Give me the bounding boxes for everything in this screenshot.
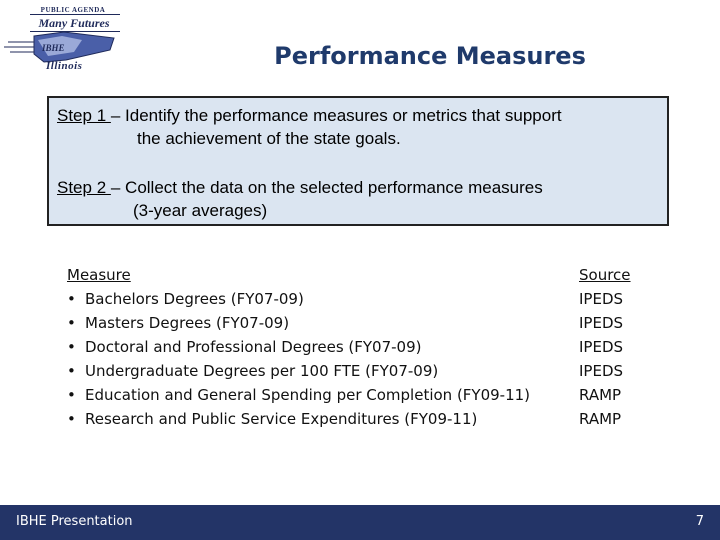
measure-source: IPEDS	[579, 290, 624, 308]
bullet-icon: •	[67, 410, 76, 428]
list-item	[67, 335, 637, 359]
measure-source: IPEDS	[579, 338, 624, 356]
bullet-icon: •	[67, 362, 76, 380]
logo-bottom-text: Illinois	[46, 60, 83, 72]
list-item	[67, 407, 637, 431]
page-title-text: Performance Measures	[274, 42, 586, 70]
footer-text: IBHE Presentation	[16, 514, 133, 529]
logo-badge: IBHE	[42, 43, 65, 53]
page-number: 7	[695, 514, 704, 529]
list-item	[67, 287, 637, 311]
measure-name: Education and General Spending per Completion (FY09-11)	[85, 386, 531, 404]
measure-name: Undergraduate Degrees per 100 FTE (FY07-09)	[85, 362, 439, 380]
step-2-continuation: (3-year averages)	[133, 201, 268, 220]
logo-top-text: PUBLIC AGENDA	[40, 6, 106, 14]
measure-source: IPEDS	[579, 362, 624, 380]
step-1	[57, 104, 562, 150]
step-1-label: Step 1	[57, 106, 111, 125]
measure-source: IPEDS	[579, 314, 624, 332]
list-item	[67, 359, 637, 383]
measures-header	[67, 263, 637, 287]
measures-list	[67, 263, 637, 431]
step-2	[57, 176, 543, 222]
steps-box	[47, 96, 669, 226]
bullet-icon: •	[67, 290, 76, 308]
bullet-icon: •	[67, 386, 76, 404]
list-item	[67, 383, 637, 407]
logo-title: Many Futures	[38, 16, 110, 30]
step-1-continuation: the achievement of the state goals.	[137, 129, 401, 148]
step-2-text: – Collect the data on the selected performance measures	[110, 178, 543, 197]
measure-column-header: Measure	[67, 266, 131, 284]
measure-name: Masters Degrees (FY07-09)	[85, 314, 290, 332]
page-title	[0, 42, 720, 70]
step-1-text: – Identify the performance measures or metrics that support	[110, 106, 562, 125]
measure-name: Bachelors Degrees (FY07-09)	[85, 290, 304, 308]
step-2-label: Step 2	[57, 178, 111, 197]
measure-source: RAMP	[579, 410, 622, 428]
footer-bar	[0, 505, 720, 540]
list-item	[67, 311, 637, 335]
bullet-icon: •	[67, 338, 76, 356]
bullet-icon: •	[67, 314, 76, 332]
measure-name: Doctoral and Professional Degrees (FY07-09)	[85, 338, 422, 356]
measure-source: RAMP	[579, 386, 622, 404]
source-column-header: Source	[579, 266, 631, 284]
logo-divider	[30, 14, 120, 15]
measure-name: Research and Public Service Expenditures (FY09-11)	[85, 410, 478, 428]
